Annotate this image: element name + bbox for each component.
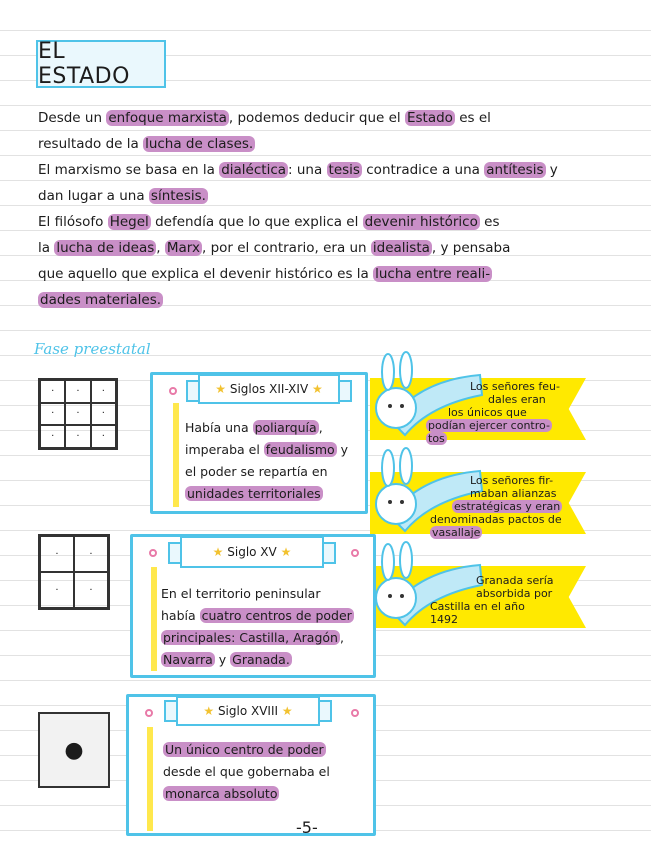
text: y (545, 162, 558, 178)
side-note (476, 587, 552, 600)
side-note (476, 574, 554, 587)
text: y (214, 652, 231, 667)
paragraph-line-4 (38, 186, 208, 206)
title-box (36, 40, 166, 88)
text: , (156, 240, 165, 256)
star-icon: ★ (203, 704, 215, 718)
text: Granada sería (476, 574, 554, 587)
margin-bar (173, 403, 179, 507)
ribbon-label: Siglo XVIII (217, 704, 279, 718)
pin-dot (149, 549, 157, 557)
grid-one-cell (38, 712, 110, 788)
ribbon-label: Siglos XII-XIV (229, 382, 309, 396)
highlight: Un único centro de poder (165, 742, 324, 757)
text: que aquello que explica el devenir histórico es la (38, 266, 374, 282)
side-note (430, 513, 562, 526)
text: y (336, 442, 349, 457)
text: los únicos que (448, 406, 527, 419)
grid-nine-cells (38, 378, 118, 450)
ribbon-siglo-xviii (176, 696, 320, 726)
text: la (38, 240, 55, 256)
highlight: dades materiales. (40, 292, 162, 308)
card-line (163, 741, 326, 759)
grid-cell: · (65, 380, 90, 403)
side-note (452, 500, 562, 513)
highlight: síntesis. (150, 188, 206, 204)
highlight: dialéctica (221, 162, 287, 178)
side-note (470, 474, 553, 487)
ribbon-siglos-xii-xiv (198, 374, 340, 404)
star-icon: ★ (281, 704, 293, 718)
pin-dot (351, 709, 359, 717)
text: imperaba el (185, 442, 264, 457)
highlight: vasallaje (432, 526, 481, 539)
card-line (161, 651, 292, 669)
text: es (479, 214, 500, 230)
text: , (318, 420, 323, 435)
highlight: tesis (328, 162, 360, 178)
text: Los señores fir- (470, 474, 554, 487)
highlight: cuatro centros de poder (201, 608, 352, 623)
text: Desde un (38, 110, 107, 126)
text: dan lugar a una (38, 188, 149, 204)
text: Había una (185, 420, 253, 435)
side-note (430, 600, 525, 613)
text: maban alianzas (470, 487, 557, 500)
text: , (339, 630, 344, 645)
text: resultado de la (38, 136, 144, 152)
side-note (426, 432, 447, 445)
grid-cell: · (65, 425, 90, 448)
text: denominadas pactos de (430, 513, 562, 526)
margin-bar (147, 727, 153, 831)
bunny-icon (360, 540, 490, 630)
highlight: Marx (166, 240, 200, 256)
grid-cell: · (74, 572, 108, 608)
ribbon-siglo-xv (180, 536, 324, 568)
side-note (470, 487, 556, 500)
paragraph-line-1 (38, 108, 491, 128)
grid-cell: · (91, 425, 116, 448)
highlight: antítesis (486, 162, 544, 178)
grid-cell: · (91, 380, 116, 403)
margin-bar (151, 567, 157, 671)
highlight: principales: Castilla, Aragón (163, 630, 338, 645)
highlight: idealista (372, 240, 430, 256)
card-line (163, 785, 279, 803)
paragraph-line-8 (38, 290, 163, 310)
grid-cell: · (40, 403, 65, 426)
card-line (161, 585, 321, 603)
pin-dot (169, 387, 177, 395)
grid-cell: · (40, 425, 65, 448)
grid-cell: · (65, 403, 90, 426)
pin-dot (145, 709, 153, 717)
text: 1492 (430, 613, 458, 626)
highlight: Hegel (109, 214, 149, 230)
grid-cell: · (40, 380, 65, 403)
page-title: EL ESTADO (38, 39, 130, 89)
side-note (426, 419, 552, 432)
card-line (161, 607, 354, 625)
text: absorbida por (476, 587, 553, 600)
star-icon: ★ (311, 382, 323, 396)
star-icon: ★ (212, 545, 224, 559)
highlight: Navarra (163, 652, 213, 667)
highlight: poliarquía (254, 420, 317, 435)
text: es el (454, 110, 491, 126)
grid-four-cells (38, 534, 110, 610)
text: desde el que gobernaba el (163, 764, 330, 779)
grid-cell: ● (64, 737, 84, 763)
grid-cell: · (91, 403, 116, 426)
text: El marxismo se basa en la (38, 162, 220, 178)
text: defendía que lo que explica el (150, 214, 363, 230)
text: había (161, 608, 200, 623)
side-note (488, 393, 546, 406)
text: el poder se repartía en (185, 464, 328, 479)
paragraph-line-6 (38, 238, 510, 258)
page-number: -5- (296, 818, 318, 837)
section-title: Fase preestatal (34, 340, 151, 358)
card-line (185, 419, 323, 437)
highlight: lucha entre reali- (375, 266, 491, 282)
highlight: Granada. (232, 652, 290, 667)
highlight: feudalismo (265, 442, 335, 457)
highlight: Estado (406, 110, 453, 126)
highlight: unidades territoriales (187, 486, 321, 501)
text: dales eran (488, 393, 546, 406)
ribbon-label: Siglo XV (227, 545, 277, 559)
card-line (163, 763, 330, 781)
highlight: podían ejercer contro- (428, 419, 550, 432)
paragraph-line-7 (38, 264, 492, 284)
side-note (430, 526, 482, 539)
highlight: lucha de ideas (56, 240, 155, 256)
text: : una (288, 162, 327, 178)
pin-dot (351, 549, 359, 557)
highlight: monarca absoluto (165, 786, 278, 801)
star-icon: ★ (280, 545, 292, 559)
highlight: estratégicas y eran (454, 500, 561, 513)
card-line (185, 485, 323, 503)
side-note (448, 406, 527, 419)
text: contradice a una (361, 162, 485, 178)
text: Los señores feu- (470, 380, 560, 393)
card-line (185, 463, 328, 481)
highlight: enfoque marxista (108, 110, 227, 126)
paragraph-line-3 (38, 160, 558, 180)
highlight: devenir histórico (364, 214, 478, 230)
grid-cell: · (40, 536, 74, 572)
paragraph-line-5 (38, 212, 500, 232)
paragraph-line-2 (38, 134, 255, 154)
side-note (470, 380, 560, 393)
text: El filósofo (38, 214, 108, 230)
text: , por el contrario, era un (201, 240, 371, 256)
highlight: lucha de clases. (145, 136, 254, 152)
highlight: tos (428, 432, 445, 445)
grid-cell: · (74, 536, 108, 572)
text: , y pensaba (431, 240, 511, 256)
text: Castilla en el año (430, 600, 525, 613)
text: En el territorio peninsular (161, 586, 321, 601)
text: , podemos deducir que el (228, 110, 405, 126)
card-line (161, 629, 344, 647)
card-line (185, 441, 348, 459)
grid-cell: · (40, 572, 74, 608)
star-icon: ★ (215, 382, 227, 396)
side-note (430, 613, 458, 626)
